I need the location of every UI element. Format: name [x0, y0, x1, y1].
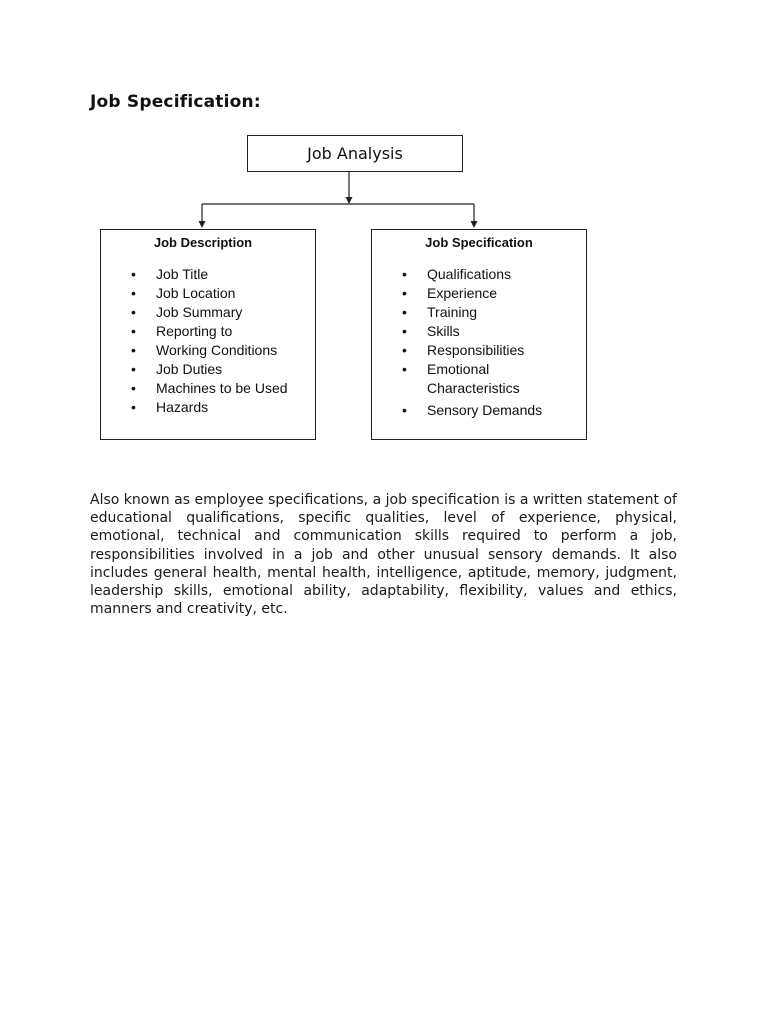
job-specification-list [372, 265, 586, 420]
job-description-title: Job Description [153, 235, 253, 250]
job-description-box [100, 229, 316, 440]
list-item: • Experience [402, 284, 586, 303]
body-paragraph: Also known as employee specifications, a job specification is a written statement of educational qualifications, specific qualities, level of experience, physical, emotional, technical and communication skills required to perform a job, responsibilities involved in a job and other unusual sensory demands. It also includes general health, mental health, intelligence, aptitude, memory, judgment, leadership skills, emotional ability, adaptability, flexibility, values and ethics, manners and creativity, etc. [90, 492, 677, 618]
connector-right-arrowhead [471, 221, 478, 228]
list-item: • Working Conditions [131, 341, 315, 360]
job-description-list [101, 265, 315, 417]
list-item: • Hazards [131, 398, 315, 417]
list-item: • Job Duties [131, 360, 315, 379]
job-specification-title: Job Specification [425, 235, 533, 250]
job-specification-box [371, 229, 587, 440]
connector-left-arrowhead [199, 221, 206, 228]
list-item: • Machines to be Used [131, 379, 315, 398]
list-item: • Skills [402, 322, 586, 341]
job-analysis-diagram [0, 0, 768, 460]
list-item: • Sensory Demands [402, 401, 586, 420]
page-heading: Job Specification: [90, 92, 261, 112]
list-item: • Job Location [131, 284, 315, 303]
connector-root-arrowhead [346, 197, 353, 204]
list-item: • Job Title [131, 265, 315, 284]
list-item: • Responsibilities [402, 341, 586, 360]
list-item: • Reporting to [131, 322, 315, 341]
list-item: • Emotional Characteristics [402, 360, 527, 398]
list-item: • Training [402, 303, 586, 322]
list-item: • Job Summary [131, 303, 315, 322]
list-item: • Qualifications [402, 265, 586, 284]
job-analysis-box: Job Analysis [247, 135, 463, 172]
